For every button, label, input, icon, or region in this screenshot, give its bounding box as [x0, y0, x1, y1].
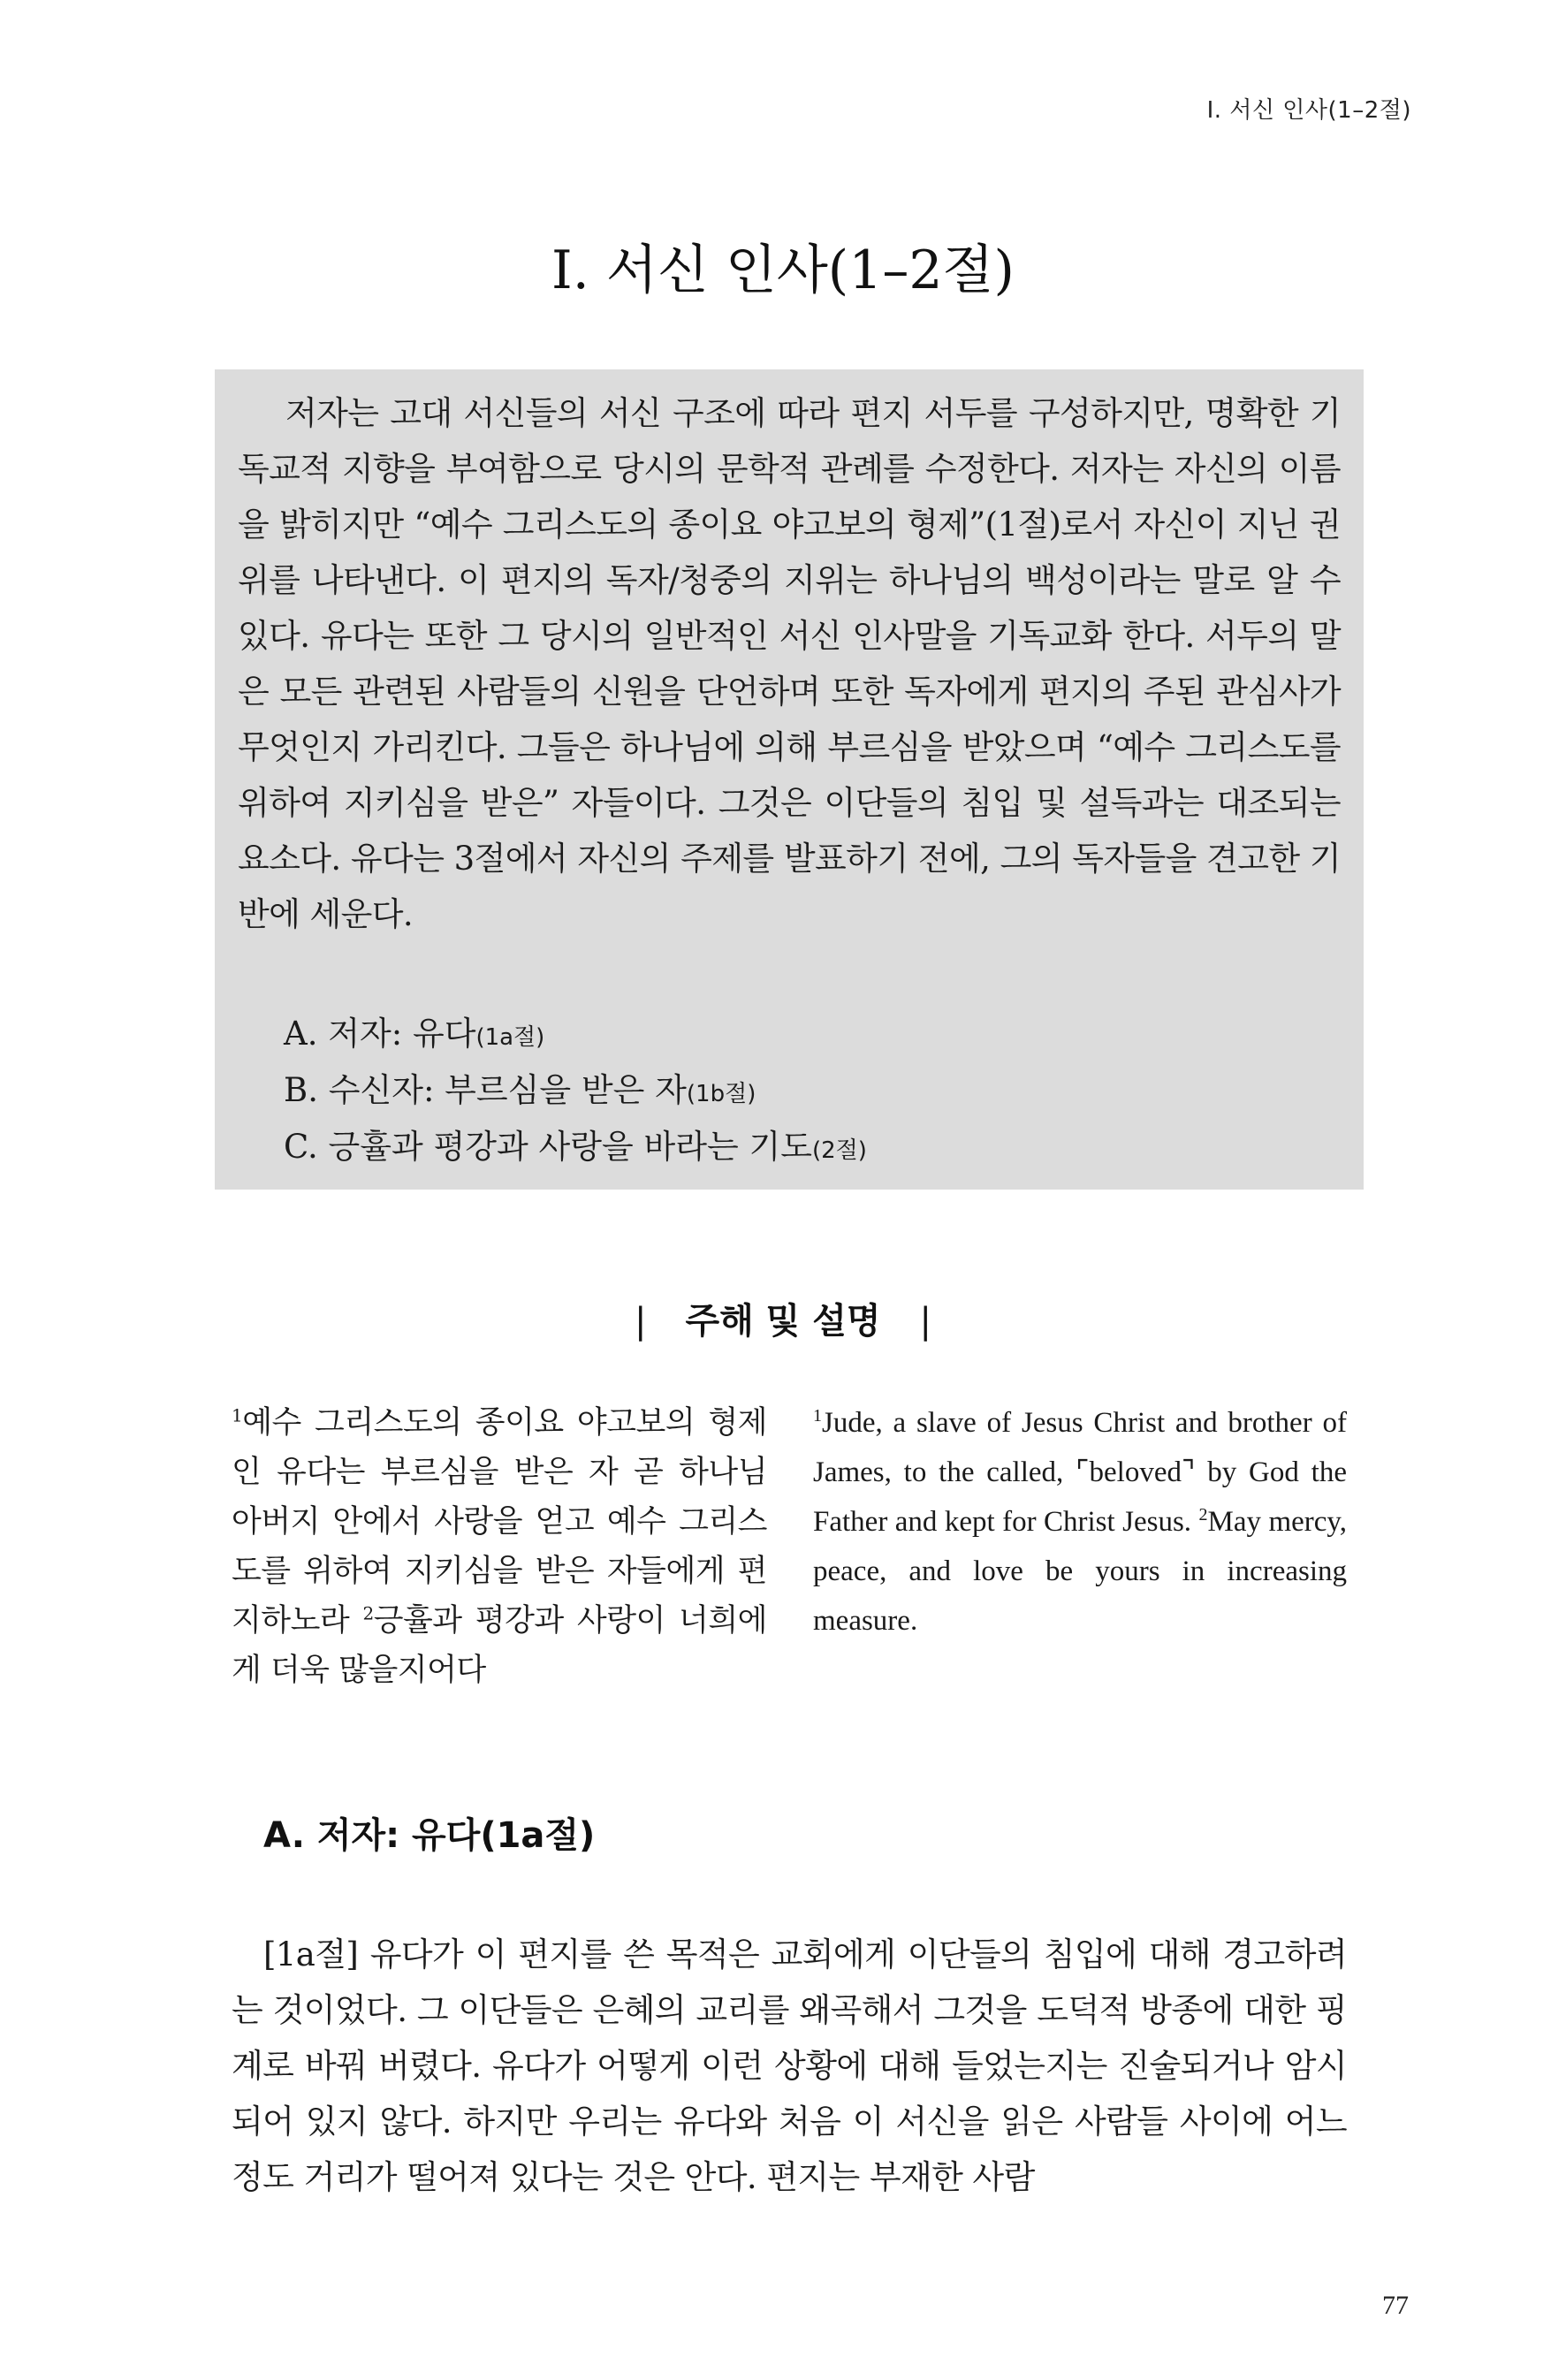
body-paragraph: [1a절] 유다가 이 편지를 쓴 목적은 교회에게 이단들의 침입에 대해 경고하려는 것이었다. 그 이단들은 은혜의 교리를 왜곡해서 그것을 도덕적 방종에 대한 핑계로 바꿔 버렸다. 유다가 어떻게 이런 상황에 대해 들었는지는 진술되거나 암시되어 있지 않다. 하지만 우리는 유다와 처음 이 서신을 읽은 사람들 사이에 어느 정도 거리가 떨어져 있다는 것은 안다. 편지는 부재한 사람 — [232, 1935, 1347, 2196]
outline-item-label: A. 저자: 유다 — [284, 1015, 476, 1053]
page-number: 77 — [1382, 2291, 1409, 2320]
outline-item-ref: (1a절) — [475, 1024, 545, 1051]
heading-bar-right: | — [919, 1301, 932, 1342]
korean-scripture — [232, 1398, 767, 1695]
section-heading — [0, 1293, 1566, 1343]
outline-item-ref: (1b절) — [686, 1081, 756, 1107]
outline-item-ref: (2절) — [811, 1137, 867, 1164]
heading-bar-left: | — [634, 1301, 647, 1342]
running-header: I. 서신 인사(1–2절) — [1206, 97, 1411, 124]
korean-verse-1: 예수 그리스도의 종이요 야고보의 형제인 유다는 부르심을 받은 자 곧 하나님 아버지 안에서 사랑을 얻고 예수 그리스도를 위하여 지키심을 받은 자들에게 편지하노라 — [232, 1405, 767, 1639]
subsection-verse: (1a절) — [480, 1815, 596, 1856]
korean-verse-2: 긍휼과 평강과 사랑이 너희에게 더욱 많을지어다 — [232, 1603, 767, 1688]
verse-number: 1 — [232, 1404, 243, 1426]
verse-number: 2 — [1198, 1505, 1208, 1525]
subsection-heading — [263, 1807, 595, 1858]
chapter-title: I. 서신 인사(1–2절) — [551, 240, 1015, 301]
english-verse-2: May mercy, peace, and love be yours in increasing measure. — [813, 1506, 1348, 1637]
outline-item — [284, 1064, 1341, 1121]
summary-outline — [238, 1008, 1341, 1177]
subsection-title: A. 저자: 유다 — [263, 1815, 481, 1856]
verse-number: 2 — [362, 1602, 374, 1624]
english-verse-1: Jude, a slave of Jesus Christ and brother of James, to the called, ⌜beloved⌝ by God the Father and kept for Christ Jesus. — [813, 1407, 1347, 1538]
outline-item-label: B. 수신자: 부르심을 받은 자 — [284, 1071, 687, 1109]
summary-text: 저자는 고대 서신들의 서신 구조에 따라 편지 서두를 구성하지만, 명확한 기독교적 지향을 부여함으로 당시의 문학적 관례를 수정한다. 저자는 자신의 이름을 밝히지만 “예수 그리스도의 종이요 야고보의 형제”(1절)로서 자신이 지닌 권위를 나타낸다. 이 편지의 독자/청중의 지위는 하나님의 백성이라는 말로 알 수 있다. 유다는 또한 그 당시의 일반적인 서신 인사말을 기독교화 한다. 서두의 말은 모든 관련된 사람들의 신원을 단언하며 또한 독자에게 편지의 주된 관심사가 무엇인지 가리킨다. 그들은 하나님에 의해 부르심을 받았으며 “예수 그리스도를 위하여 지키심을 받은” 자들이다. 그것은 이단들의 침입 및 설득과는 대조되는 요소다. 유다는 3절에서 자신의 주제를 발표하기 전에, 그의 독자들을 견고한 기반에 세운다. — [238, 394, 1341, 933]
outline-item — [284, 1121, 1341, 1177]
english-scripture — [813, 1398, 1347, 1646]
section-heading-title: 주해 및 설명 — [685, 1301, 881, 1342]
outline-item-label: C. 긍휼과 평강과 사랑을 바라는 기도 — [284, 1128, 812, 1166]
summary-box — [215, 369, 1364, 1190]
outline-item — [284, 1008, 1341, 1064]
verse-number: 1 — [813, 1406, 822, 1426]
